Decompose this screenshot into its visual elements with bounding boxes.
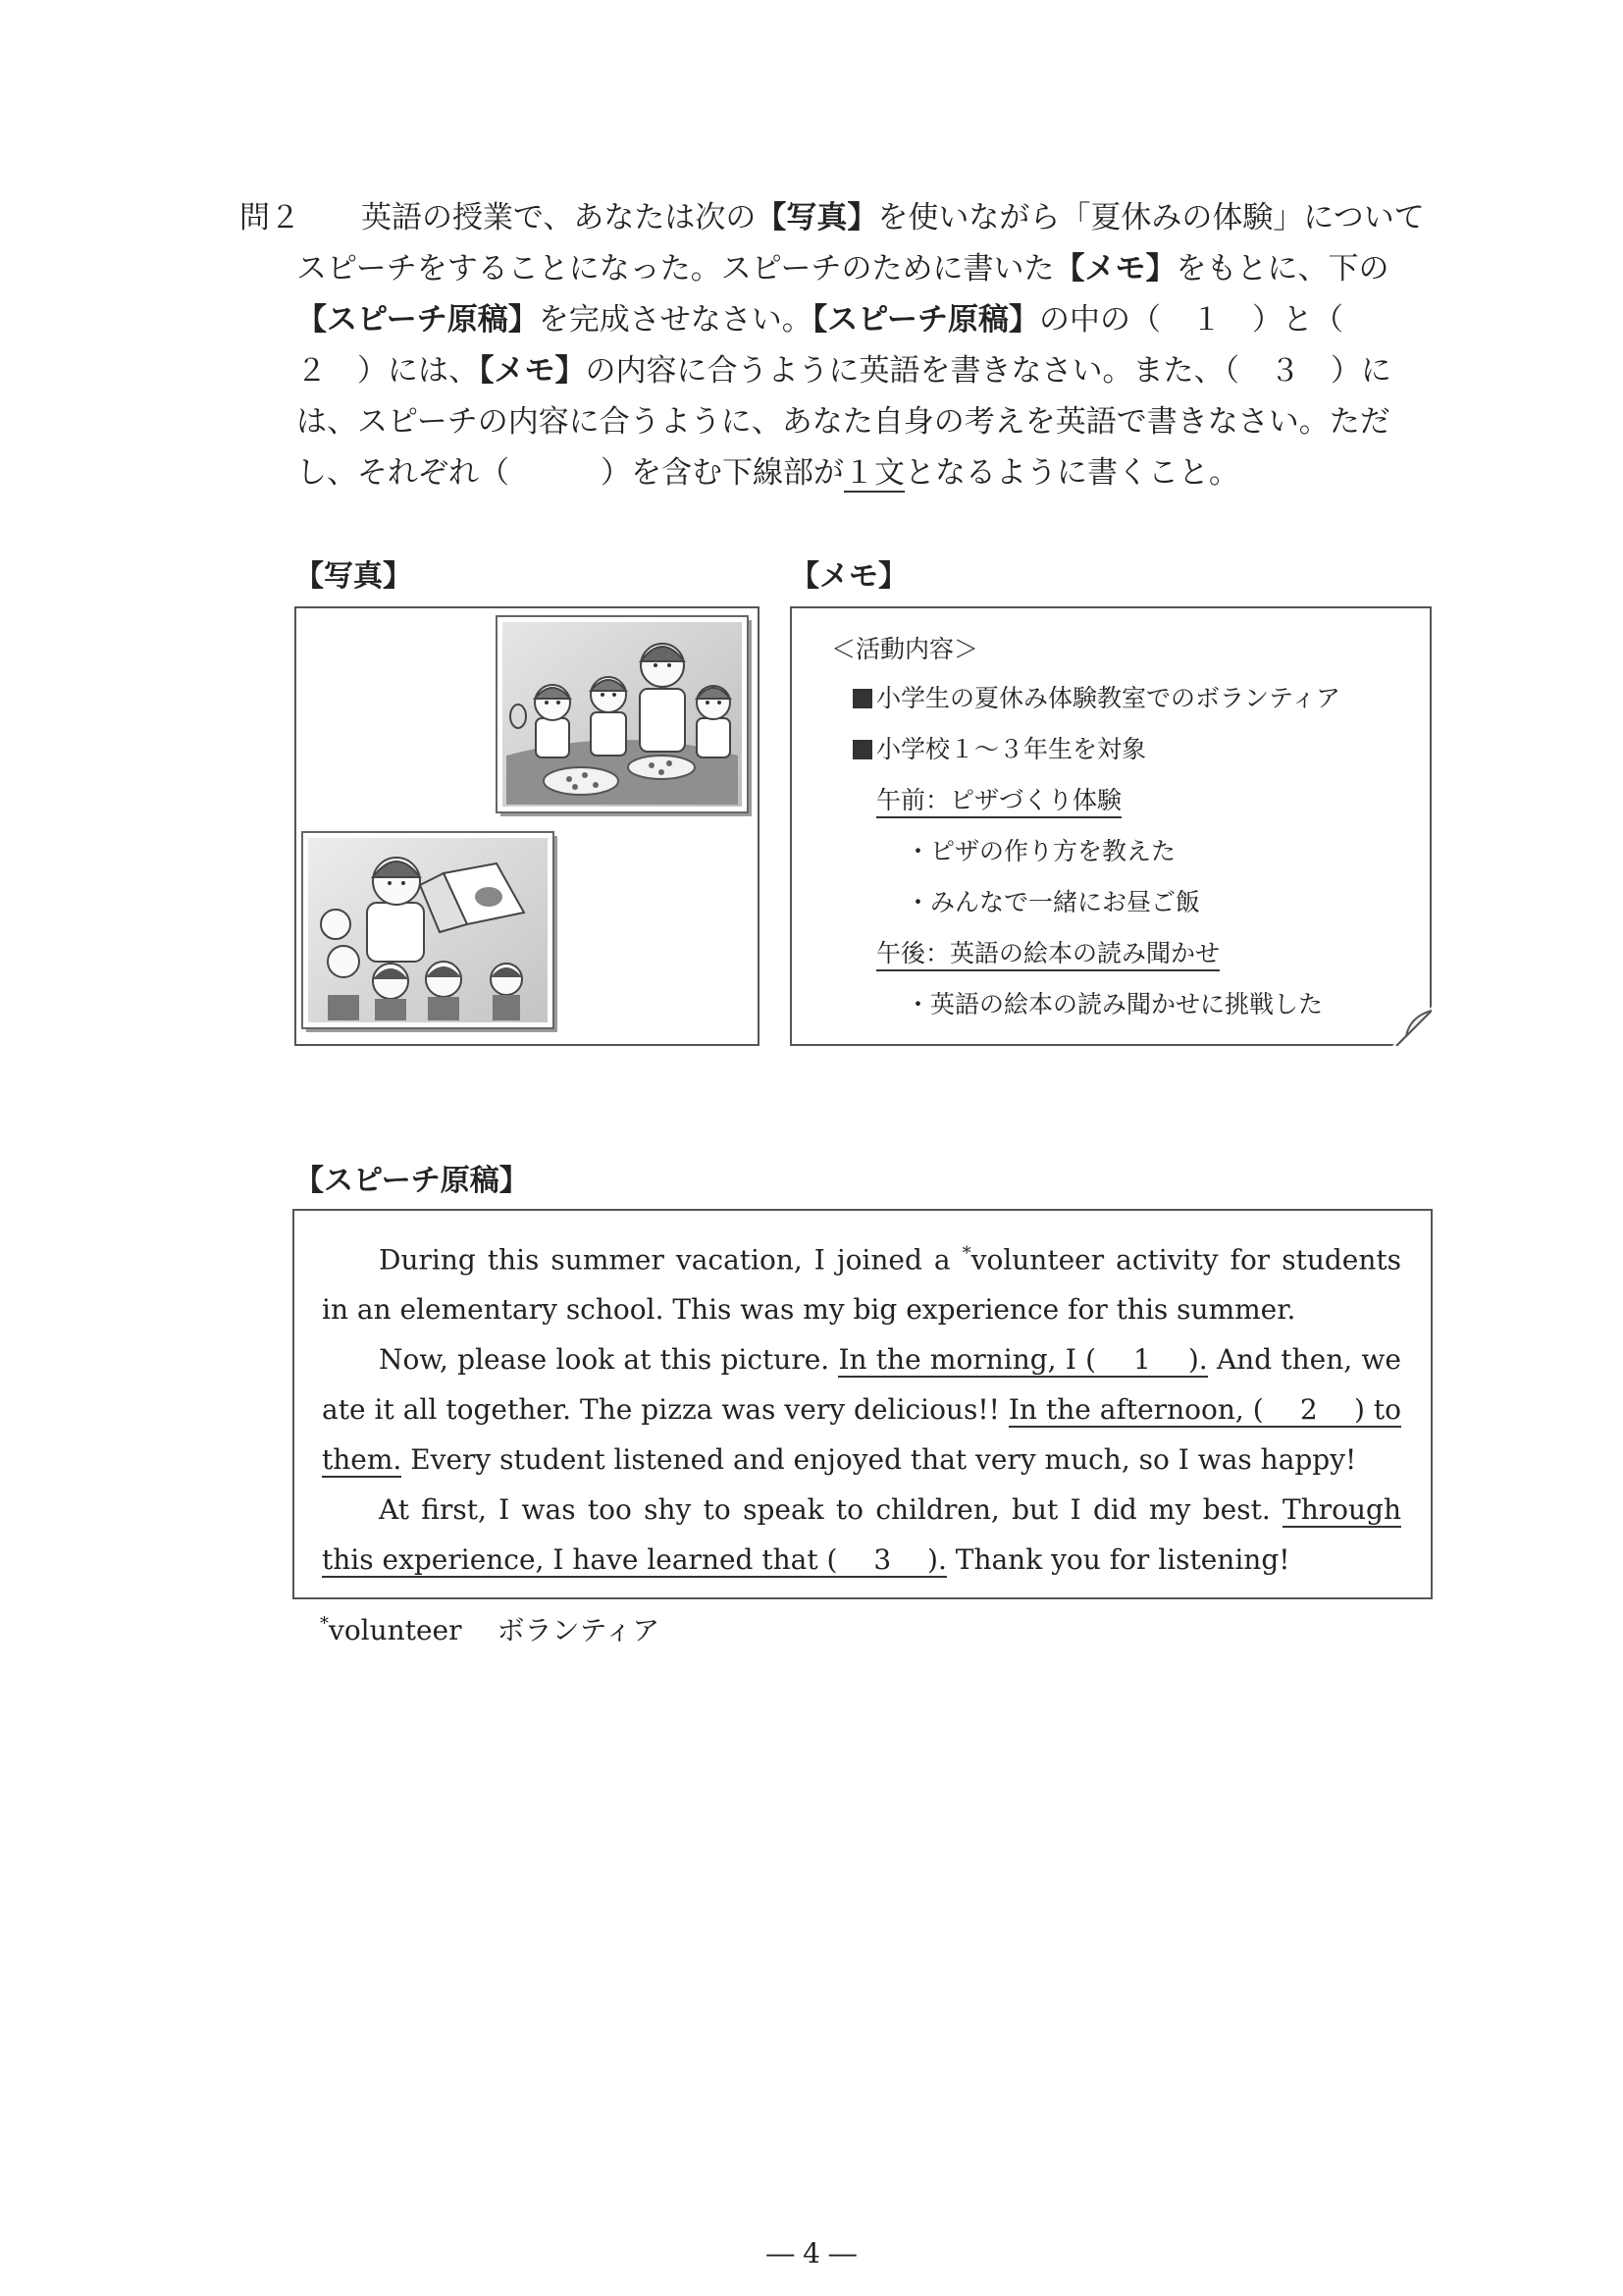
ref-memo: 【メモ】 (1054, 251, 1177, 287)
pizza-making-photo (497, 616, 752, 816)
photo-label: 【写真】 (294, 559, 412, 594)
memo-heading: ＜活動内容＞ (831, 635, 979, 663)
blank-3-underline: Through this experience, I have learned that ( 3 ). (322, 1493, 1401, 1577)
memo-item-1: 小学生の夏休み体験教室でのボランティア (853, 679, 1340, 714)
ref-memo-2: 【メモ】 (479, 353, 586, 389)
speech-paragraph-3: At first, I was too shy to speak to children, but I did my best. Through this experience, I have learned that ( 3 ). Thank you for listening! (322, 1493, 1401, 1577)
speech-label: 【スピーチ原稿】 (294, 1164, 529, 1198)
footnote: *volunteer ボランティア (320, 1613, 660, 1646)
question-block (239, 192, 1446, 498)
blank-1-underline: In the morning, I ( 1 ). (838, 1343, 1208, 1377)
one-sentence-underline: １文 (844, 455, 905, 491)
square-bullet-icon (853, 689, 872, 708)
speech-paragraph-1: During this summer vacation, I joined a *volunteer activity for students in an elementary school. This was my big experience for this summer. (322, 1243, 1402, 1327)
ref-speech: 【スピーチ原稿】 (296, 302, 539, 338)
story-reading-photo (302, 832, 557, 1032)
memo-label: 【メモ】 (790, 559, 908, 594)
question-number: 問２ (239, 200, 300, 235)
square-bullet-icon (853, 740, 872, 759)
memo-afternoon-1: ・英語の絵本の読み聞かせに挑戦した (906, 990, 1324, 1018)
memo-morning-1: ・ピザの作り方を教えた (906, 837, 1177, 865)
memo-morning: 午前：ピザづくり体験 (876, 781, 1122, 816)
photo-illustrations (296, 608, 758, 1044)
blank-2-underline: In the afternoon, ( 2 ) to them. (322, 1393, 1401, 1477)
speech-paragraph-2: Now, please look at this picture. In the morning, I ( 1 ). And then, we ate it all together. The pizza was very delicious!! In the afternoon, ( 2 ) to them. Every student listened and enjoyed that very much, so I was happy! (322, 1343, 1401, 1477)
memo-morning-2: ・みんなで一緒にお昼ご飯 (906, 888, 1201, 916)
memo-afternoon: 午後：英語の絵本の読み聞かせ (876, 934, 1220, 969)
photo-box (294, 606, 759, 1046)
ref-speech-2: 【スピーチ原稿】 (812, 302, 1040, 338)
question-instructions: 英語の授業で、あなたは次の【写真】を使いながら「夏休みの体験」についてスピーチをすることになった。スピーチのために書いた【メモ】をもとに、下の【スピーチ原稿】を完成させなさい。【スピーチ原稿】の中の（ １ ）と（ ２ ）には、【メモ】の内容に合うように英語を書きなさい。また、（ ３ ）には、スピーチの内容に合うように、あなた自身の考えを英語で書きなさい。ただし、それぞれ（ ）を含む下線部が１文となるように書くこと。 (296, 200, 1425, 491)
speech-draft-box (292, 1209, 1433, 1599)
ref-photo: 【写真】 (756, 200, 878, 235)
memo-item-2: 小学校１～３年生を対象 (853, 730, 1146, 765)
page-number: ― 4 ― (766, 2237, 857, 2270)
memo-box (790, 606, 1432, 1046)
page-curl-icon (1392, 1007, 1432, 1046)
